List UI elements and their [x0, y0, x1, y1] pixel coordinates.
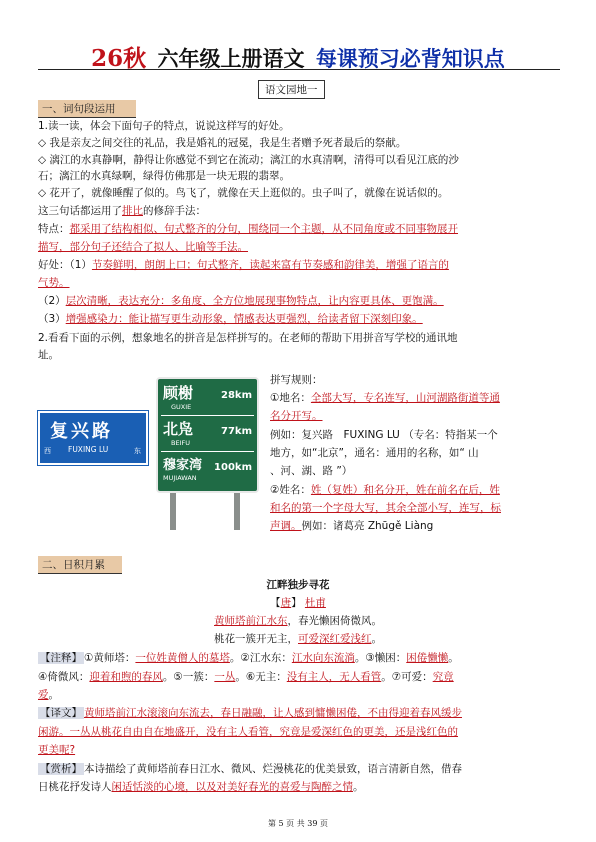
road-sign-small — [38, 411, 148, 465]
note-2h: 究竟 — [432, 671, 454, 683]
title-season: 26秋 — [91, 45, 147, 72]
appreciation-text-a: 本诗描绘了黄师塔前春日江水、微风、烂漫桃花的优美景致，语言清新自然，借春 — [84, 763, 462, 775]
note-line-1 — [38, 651, 459, 666]
rule-2c — [270, 519, 433, 534]
translation-line-1 — [38, 706, 462, 721]
poem-dynasty: 唐 — [280, 597, 292, 609]
sign-post-right — [234, 488, 240, 530]
advantage-1b: 气势。 — [38, 277, 70, 289]
poem-line-1-rest: ，春光懒困倚微风。 — [287, 615, 382, 627]
example-1a: 例如：复兴路 FUXING LU （专名：特指某一个 — [270, 429, 498, 441]
title-underline — [38, 69, 560, 70]
section-heading-1: 一、词句段运用 — [38, 100, 136, 118]
advantage-2-text: 层次清晰，表达充分：多角度、全方位地展现事物特点，让内容更具体、更饱满。 — [65, 295, 444, 307]
poem-line-2 — [0, 632, 596, 647]
title-topic: 每课预习必背知识点 — [315, 47, 505, 71]
example-1b: 地方，如“北京”，通名：通用的名称，如“ 山 — [270, 447, 479, 459]
road-sign-pinyin: FUXING LU — [68, 445, 109, 454]
note-line-3 — [38, 688, 59, 703]
rhetoric-word: 排比 — [122, 205, 143, 217]
feature-line-a — [38, 222, 458, 237]
advantage-1-text: 节奏鲜明，朗朗上口；句式整齐，读起来富有节奏感和韵律美，增强了语言的 — [91, 259, 449, 271]
rhetoric-post: 的修辞手法： — [143, 205, 206, 217]
note-2b: 迎着和煦的春风 — [89, 671, 163, 683]
advantage-1a — [38, 258, 449, 273]
dynasty-close: 】 — [291, 597, 302, 609]
rule-2-text-a: 姓（复姓）和名分开，姓在前名在后，姓 — [310, 484, 500, 496]
translation-line-3: 更美呢? — [38, 744, 76, 756]
example-1c: 、河、湖、路 ”） — [270, 465, 353, 477]
feature-label: 特点： — [38, 223, 70, 235]
appreciation-text-b-post: 。 — [353, 781, 364, 793]
appreciation-line-1 — [38, 762, 462, 777]
note-1g: 。 — [448, 652, 459, 664]
highway-pinyin-2: BEIFU — [171, 439, 190, 447]
advantage-2-label: （2） — [38, 295, 66, 307]
advantage-3-label: （3） — [38, 313, 66, 325]
dynasty-open: 【 — [270, 597, 281, 609]
highway-dist-1: 28km — [221, 390, 252, 401]
highway-row-2 — [161, 417, 254, 452]
advantage-3 — [38, 312, 423, 327]
note-3b: 。 — [48, 689, 59, 701]
poem-line-1 — [0, 614, 596, 629]
note-1b: 一位姓黄僧人的墓塔 — [135, 652, 230, 664]
sentence-2a: ◇ 漓江的水真静啊，静得让你感觉不到它在流动；漓江的水真清啊，清得可以看见江底的沙 — [38, 154, 459, 166]
note-1a: ①黄师塔： — [84, 652, 136, 664]
rule-2-text-c: 声调。 — [270, 520, 302, 532]
note-line-2 — [38, 670, 454, 685]
sentence-3: ◇ 花开了，就像睡醒了似的。鸟飞了，就像在天上逛似的。虫子叫了，就像在说话似的。 — [38, 187, 449, 199]
translation-text-a: 黄师塔前江水滚滚向东流去，春日融融，让人感到慵懒困倦，不由得迎着春风缓步 — [84, 707, 462, 719]
highway-row-1 — [161, 381, 254, 416]
appreciation-text-b-pre: 日桃花抒发诗人 — [38, 781, 112, 793]
highway-name-3: 穆家湾 — [163, 458, 203, 473]
rule-1-text-a: 全部大写，专名连写，山河湖路街道等通 — [310, 392, 500, 404]
poem-title: 江畔独步寻花 — [266, 579, 330, 591]
road-sign-name: 复兴路 — [50, 421, 113, 442]
road-sign-west: 西 — [44, 447, 51, 455]
poem-author: 杜甫 — [304, 597, 326, 609]
feature-text-a: 都采用了结构相似、句式整齐的分句，围绕同一个主题，从不同角度或不同事物展开 — [69, 223, 458, 235]
poem-line-2-highlight: 可爱深红爱浅红 — [298, 633, 372, 645]
appreciation-line-2 — [38, 780, 364, 795]
advantage-3-text: 增强感染力：能让描写更生动形象，情感表达更强烈，给读者留下深刻印象。 — [65, 313, 423, 325]
note-2d: 一丛 — [214, 671, 236, 683]
highway-name-1: 顾榭 — [163, 384, 194, 402]
highway-pinyin-1: GUXIE — [171, 403, 192, 411]
note-2g: 。⑦可爱： — [381, 671, 433, 683]
translation-line-2: 闲游。一丛从桃花自由自在地盛开，没有主人看管，究竟是爱深红色的更美，还是浅红色的 — [38, 726, 458, 738]
poem-author-line — [0, 596, 596, 611]
note-2c: 。⑤一簇： — [162, 671, 215, 683]
highway-row-3 — [161, 453, 254, 487]
title-grade: 六年级上册语文 — [157, 47, 305, 71]
rule-1b: 名分开写。 — [270, 410, 323, 422]
sentence-1: ◇ 我是亲友之间交往的礼品，我是婚礼的冠冕，我是生者赠予死者最后的祭献。 — [38, 137, 407, 149]
note-2a: ④倚微风： — [38, 671, 90, 683]
rhetoric-line — [38, 204, 206, 219]
note-1d: 江水向东流淌 — [291, 652, 355, 664]
rhetoric-pre: 这三句话都运用了 — [38, 205, 122, 217]
road-sign-east: 东 — [134, 447, 141, 455]
highway-dist-2: 77km — [221, 426, 252, 437]
note-tag: 【注释】 — [40, 652, 82, 664]
feature-line-b: 描写，部分句子还结合了拟人、比喻等手法。 — [38, 241, 248, 253]
appreciation-text-b-highlight: 闲适恬淡的心境，以及对美好春光的喜爱与陶醉之情 — [111, 781, 353, 793]
rule-1-label: ①地名： — [270, 392, 311, 404]
highway-pinyin-3: MUJIAWAN — [163, 474, 197, 482]
example-2: 例如：诸葛亮 Zhūgě Liàng — [301, 520, 434, 532]
rule-2a — [270, 483, 500, 498]
note-1f: 困倦懒懒 — [406, 652, 449, 664]
appreciation-tag: 【赏析】 — [40, 763, 82, 775]
note-1e: 。③懒困： — [354, 652, 407, 664]
poem-line-2-pre: 桃花一簇开无主， — [214, 633, 298, 645]
rule-2b: 和名的第一个字母大写，其余全部小写，连写，标 — [270, 502, 501, 514]
question-1: 1.读一读，体会下面句子的特点，说说这样写的好处。 — [38, 120, 290, 132]
note-2f: 没有主人，无人看管 — [286, 671, 382, 683]
rule-2-label: ②姓名： — [270, 484, 311, 496]
highway-name-2: 北凫 — [163, 420, 194, 438]
translation-tag: 【译文】 — [40, 707, 82, 719]
highway-dist-3: 100km — [214, 462, 252, 473]
rules-heading: 拼写规则： — [270, 374, 323, 386]
note-2e: 。⑥无主： — [235, 671, 287, 683]
page-footer: 第 5 页 共 39 页 — [268, 819, 328, 828]
question-2b: 址。 — [38, 349, 59, 361]
note-3a: 爱 — [38, 689, 49, 701]
sentence-2b: 石；漓江的水真绿啊，绿得仿佛那是一块无瑕的翡翠。 — [38, 170, 290, 182]
highway-sign — [156, 377, 259, 493]
unit-title: 语文园地一 — [258, 80, 325, 99]
poem-line-2-post: 。 — [371, 633, 382, 645]
note-1c: 。②江水东： — [229, 652, 292, 664]
poem-line-1-highlight: 黄师塔前江水东 — [214, 615, 288, 627]
rule-1a — [270, 391, 500, 406]
section-heading-2: 二、日积月累 — [38, 556, 122, 574]
sign-post-left — [170, 488, 176, 530]
question-2a: 2.看看下面的示例，想象地名的拼音是怎样拼写的。在老师的帮助下用拼音写学校的通讯地 — [38, 332, 458, 344]
advantage-label: 好处：（1） — [38, 259, 92, 271]
advantage-2 — [38, 294, 444, 309]
